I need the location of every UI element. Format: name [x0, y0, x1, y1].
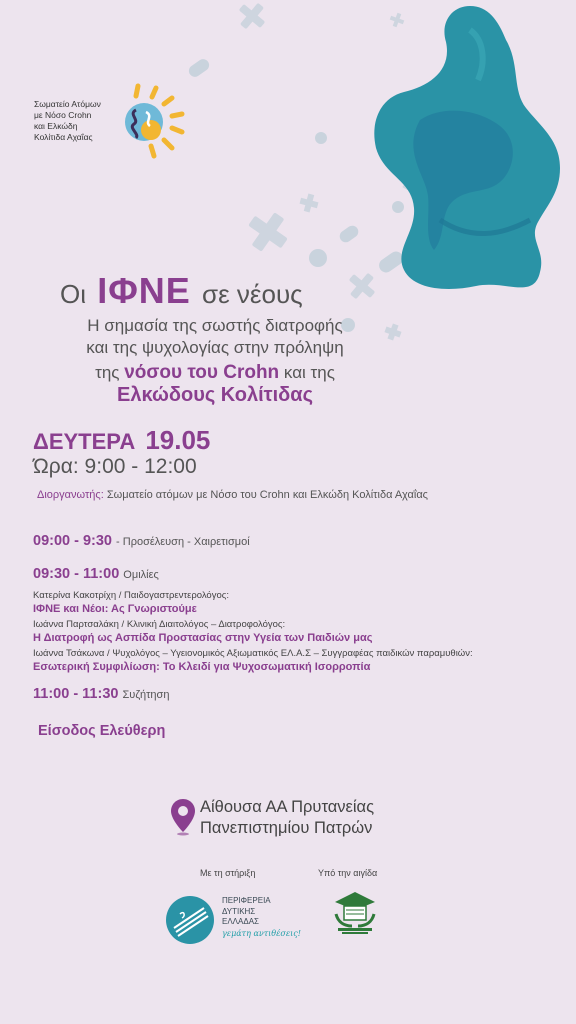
talk-speaker: Κατερίνα Κακοτρίχη / Παιδογαστρεντερολόγος:	[33, 590, 229, 601]
event-organizer: Διοργανωτής: Σωματείο ατόμων με Νόσο του Crohn και Ελκώδη Κολίτιδα Αχαΐας	[37, 489, 428, 501]
pill-icon	[376, 249, 405, 275]
plus-icon	[298, 192, 320, 214]
location-pin-icon	[170, 798, 196, 836]
plus-icon	[232, 0, 271, 36]
pill-icon	[315, 132, 327, 144]
pill-icon	[392, 201, 404, 213]
pill-icon	[187, 57, 212, 79]
subtitle-line-4: Ελκώδους Κολίτιδας	[117, 384, 313, 406]
patronage-logo-icon	[330, 890, 380, 936]
pill-icon	[309, 249, 327, 267]
schedule-slot-3: 11:00 - 11:30 Συζήτηση	[33, 686, 170, 702]
subtitle-line-3: της νόσου του Crohn και της	[95, 362, 335, 383]
patronage-label: Υπό την αιγίδα	[318, 868, 378, 878]
region-slogan: γεμάτη αντιθέσεις!	[222, 929, 301, 938]
plus-icon	[240, 204, 296, 260]
organization-name: Σωματείο Ατόμων με Νόσο Crohn και Ελκώδη Κολίτιδα Αχαΐας	[34, 99, 101, 142]
sun-logo-icon	[104, 78, 190, 164]
page-title: Οι ΙΦΝΕ σε νέους	[60, 270, 303, 311]
talk-title: Η Διατροφή ως Ασπίδα Προστασίας στην Υγεία των Παιδιών μας	[33, 632, 373, 644]
schedule-slot-2: 09:30 - 11:00 Ομιλίες	[33, 566, 159, 582]
schedule-slot-1: 09:00 - 9:30 - Προσέλευση - Χαιρετισμοί	[33, 533, 250, 549]
talk-title: Εσωτερική Συμφιλίωση: Το Κλειδί για Ψυχοσωματική Ισορροπία	[33, 661, 371, 673]
region-name: ΠΕΡΙΦΕΡΕΙΑ ΔΥΤΙΚΗΣ ΕΛΛΑΔΑΣ	[222, 896, 271, 926]
talk-title: ΙΦΝΕ και Νέοι: Ας Γνωριστούμε	[33, 603, 197, 615]
venue: Αίθουσα ΑΑ Πρυτανείας Πανεπιστημίου Πατρών	[200, 798, 375, 837]
event-time: Ώρα: 9:00 - 12:00	[33, 455, 197, 478]
subtitle-line-2: και της ψυχολογίας στην πρόληψη	[86, 338, 344, 357]
talk-speaker: Ιωάννα Παρτσαλάκη / Κλινική Διαιτολόγος – Διατροφολόγος:	[33, 619, 286, 630]
pill-icon	[337, 223, 360, 244]
region-logo-icon	[164, 894, 216, 946]
free-entry: Είσοδος Ελεύθερη	[38, 723, 166, 739]
plus-icon	[342, 266, 381, 305]
subtitle-line-1: Η σημασία της σωστής διατροφής	[87, 316, 343, 335]
event-date: ΔΕΥΤΕΡΑ 19.05	[33, 425, 211, 455]
support-label: Με τη στήριξη	[200, 868, 256, 878]
talk-speaker: Ιωάννα Τσάκωνα / Ψυχολόγος – Υγειονομικός Αξιωματικός ΕΛ.Α.Σ – Συγγραφέας παιδικών παραμυθιών:	[33, 648, 473, 659]
plus-icon	[388, 11, 406, 29]
